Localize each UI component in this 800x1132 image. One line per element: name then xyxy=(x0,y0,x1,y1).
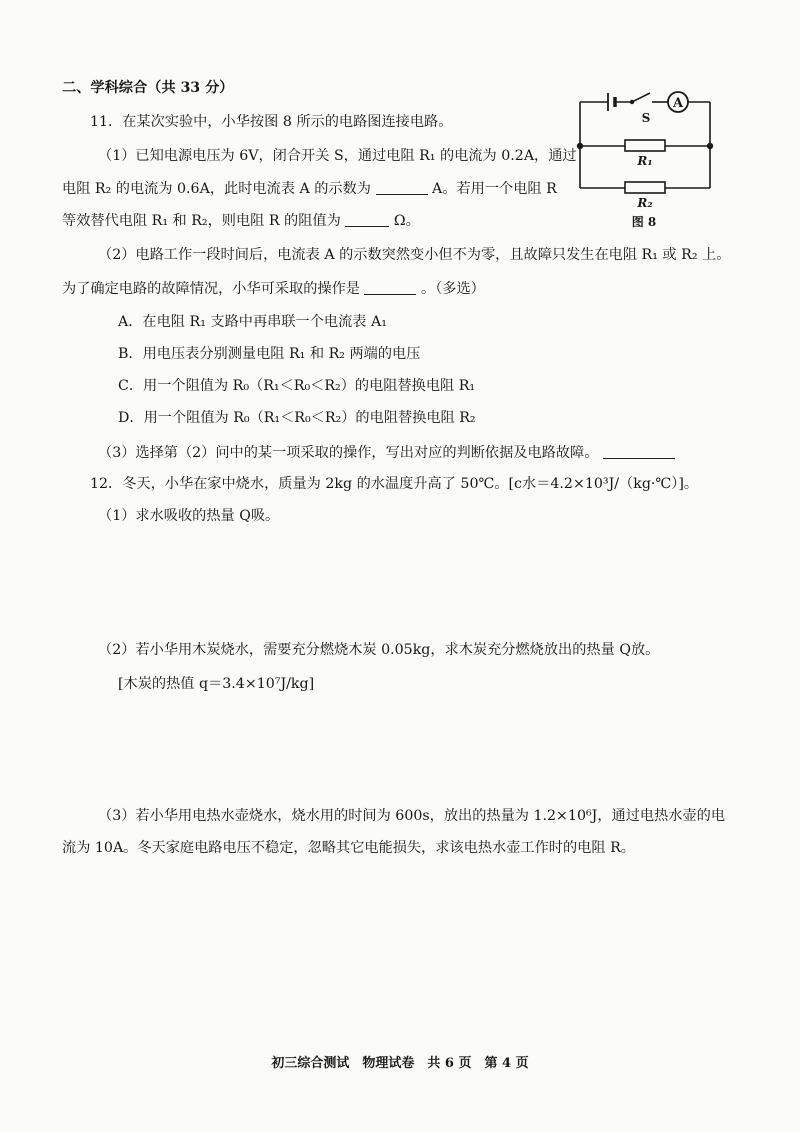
q11-part2-line2 xyxy=(62,278,485,299)
q12-part2-note: [木炭的热值 q＝3.4×10⁷J/kg] xyxy=(118,676,315,692)
ammeter-label: A xyxy=(672,96,684,111)
answer-blank-fault[interactable] xyxy=(603,442,675,459)
circuit-figure-8 xyxy=(570,80,720,230)
q11-part2-line2-text: 为了确定电路的故障情况，小华可采取的操作是 xyxy=(62,281,360,297)
q11-part1-line3-text: 等效替代电阻 R₁ 和 R₂，则电阻 R 的阻值为 xyxy=(62,213,341,229)
answer-blank-resistance[interactable] xyxy=(345,210,389,227)
junction-left xyxy=(577,143,583,149)
r2-label: R₂ xyxy=(637,196,653,210)
r1-resistor xyxy=(625,140,665,151)
q11-stem: 11．在某次实验中，小华按图 8 所示的电路图连接电路。 xyxy=(90,114,453,130)
option-a: A．在电阻 R₁ 支路中再串联一个电流表 A₁ xyxy=(118,314,387,330)
q11-part1-line2-text-end: A。若用一个电阻 R xyxy=(432,181,557,197)
figure-caption: 图 8 xyxy=(631,215,657,229)
switch-label: S xyxy=(641,111,651,125)
r1-label: R₁ xyxy=(637,154,653,168)
section-title: 二、学科综合（共 33 分） xyxy=(62,80,234,96)
q12-part3-line2: 流为 10A。冬天家庭电路电压不稳定，忽略其它电能损失，求该电热水壶工作时的电阻 R。 xyxy=(62,840,635,856)
q11-part3-text: （3）选择第（2）问中的某一项采取的操作，写出对应的判断依据及电路故障。 xyxy=(98,445,599,461)
answer-blank-current[interactable] xyxy=(376,178,428,195)
q12-stem: 12．冬天，小华在家中烧水，质量为 2kg 的水温度升高了 50℃。[c水＝4.2×10³J/（kg·℃）]。 xyxy=(90,476,699,492)
circuit-diagram xyxy=(570,80,720,230)
answer-blank-operation[interactable] xyxy=(364,278,416,295)
option-d: D．用一个阻值为 R₀（R₁＜R₀＜R₂）的电阻替换电阻 R₂ xyxy=(118,410,476,426)
q11-part1-line1: （1）已知电源电压为 6V，闭合开关 S，通过电阻 R₁ 的电流为 0.2A，通过 xyxy=(98,148,577,164)
q12-part2: （2）若小华用木炭烧水，需要充分燃烧木炭 0.05kg，求木炭充分燃烧放出的热量 Q放。 xyxy=(98,642,660,658)
page-footer: 初三综合测试 物理试卷 共 6 页 第 4 页 xyxy=(271,1056,529,1071)
option-c: C．用一个阻值为 R₀（R₁＜R₀＜R₂）的电阻替换电阻 R₁ xyxy=(118,378,476,394)
option-b: B．用电压表分别测量电阻 R₁ 和 R₂ 两端的电压 xyxy=(118,346,421,362)
q11-part2-line2-text-end: 。（多选） xyxy=(420,281,485,297)
switch-pivot xyxy=(630,100,634,104)
q11-part1-line2 xyxy=(62,178,557,199)
q11-part1-line3-text-end: Ω。 xyxy=(393,213,420,229)
r2-resistor xyxy=(625,182,665,193)
q12-part3-line1: （3）若小华用电热水壶烧水，烧水用的时间为 600s，放出的热量为 1.2×10⁶J，通过电热水壶的电 xyxy=(98,808,726,824)
q11-part2-line1: （2）电路工作一段时间后，电流表 A 的示数突然变小但不为零，且故障只发生在电阻 R₁ 或 R₂ 上。 xyxy=(98,247,731,263)
q12-part1: （1）求水吸收的热量 Q吸。 xyxy=(98,508,280,524)
switch-blade xyxy=(632,93,650,102)
q11-part1-line3 xyxy=(62,210,420,231)
q11-part1-line2-text: 电阻 R₂ 的电流为 0.6A，此时电流表 A 的示数为 xyxy=(62,181,371,197)
q11-part3 xyxy=(98,442,675,463)
junction-right xyxy=(707,143,713,149)
